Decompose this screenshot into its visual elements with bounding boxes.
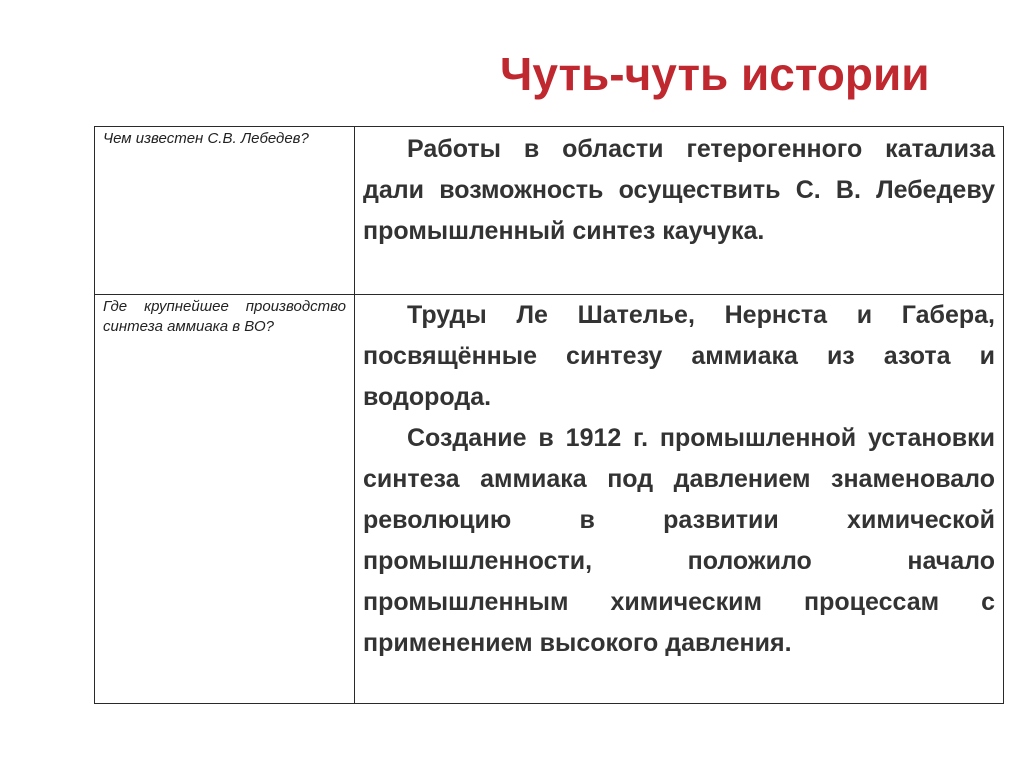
answer-cell bbox=[355, 127, 1004, 295]
question-cell bbox=[95, 295, 355, 704]
qa-table bbox=[94, 126, 1004, 704]
answer-paragraph: Труды Ле Шателье, Нернста и Габера, посвящённые синтезу аммиака из азота и водорода. bbox=[363, 301, 995, 411]
slide-title: Чуть-чуть истории bbox=[500, 48, 930, 100]
table-row bbox=[95, 127, 1004, 295]
question-text: Чем известен С.В. Лебедев? bbox=[103, 130, 309, 147]
question-cell bbox=[95, 127, 355, 295]
question-text: Где крупнейшее производство синтеза аммиака в ВО? bbox=[103, 298, 346, 335]
answer-paragraph: Создание в 1912 г. промышленной установки синтеза аммиака под давлением знаменовало революцию в развитии химической промышленности, положило начало промышленным химическим процессам с применением высокого давления. bbox=[363, 424, 995, 657]
answer-cell bbox=[355, 295, 1004, 704]
answer-paragraph: Работы в области гетерогенного катализа дали возможность осуществить С. В. Лебедеву промышленный синтез каучука. bbox=[363, 135, 995, 245]
table-row bbox=[95, 295, 1004, 704]
